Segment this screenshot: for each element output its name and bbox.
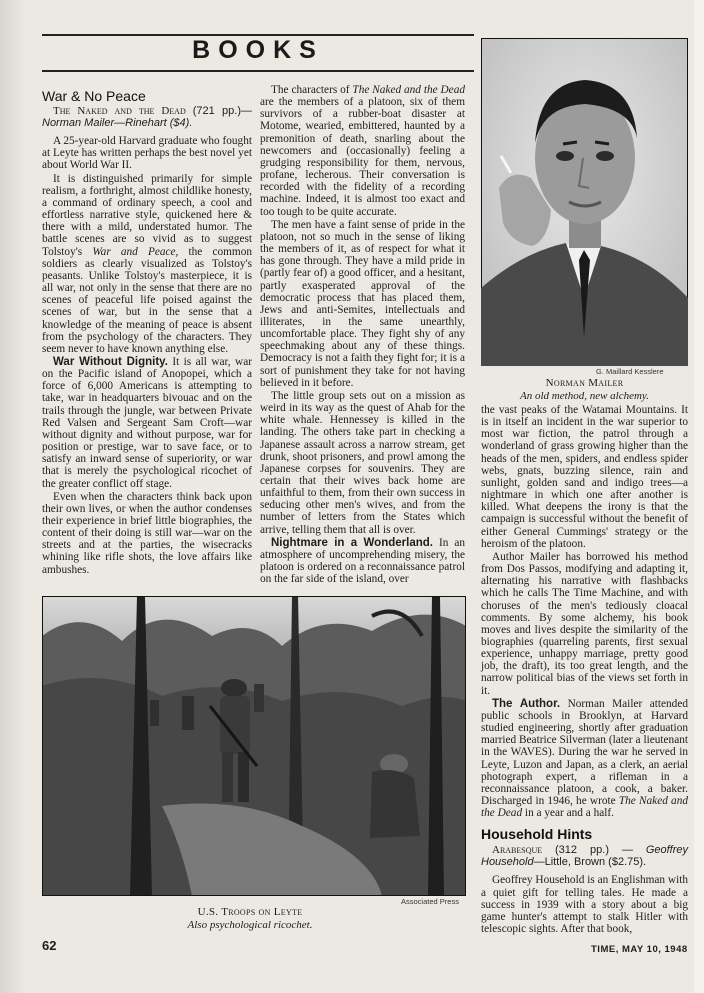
paragraph: The men have a faint sense of pride in the platoon, not so much in the sense of liking the members of it, as of respect for what it has gone through. They have a mild pride in (partly fear of) a good officer, and a hesitant, partly exasperated approval of the democratic process that has placed them, Jews and anti-Semites, intellectuals and illiterates, in the same unearthly, uncomfortable place. They fight shy of any speechmaking about any of these things. Democracy is not a faith they fight for; it is a sort of punishment they take for not having believed in it before. xyxy=(260,218,465,389)
page-gutter-shadow xyxy=(0,0,26,993)
caption-name: Norman Mailer xyxy=(545,377,624,389)
paragraph: A 25-year-old Harvard graduate who fought at Leyte has written perhaps the best novel yet about World War II. xyxy=(42,135,252,172)
author-publisher: Geoffrey Household— xyxy=(481,844,688,869)
page-right-edge xyxy=(694,0,704,993)
paragraph: Nightmare in a Wonderland. In an atmosphere of uncomprehending misery, the platoon is ordered on a reconnaissance patrol on the far side of the island, over xyxy=(260,536,465,586)
column-2 xyxy=(260,84,465,585)
book-meta: (312 pp.) — xyxy=(554,844,634,857)
portrait-caption xyxy=(481,377,688,402)
review-heading: War & No Peace xyxy=(42,88,146,104)
book-title: Arabesque xyxy=(492,844,543,857)
subheading: War Without Dignity. xyxy=(53,355,168,368)
author-publisher: Norman Mailer—Rinehart ($4). xyxy=(42,117,193,130)
column-1 xyxy=(42,90,252,576)
review-heading: Household Hints xyxy=(481,826,593,843)
troops-image xyxy=(42,596,466,896)
paragraph: The little group sets out on a mission as weird in its way as the quest of Ahab for the white whale. Hennessey is killed in the landing. The others take part in checking a Japanese assault across a narrow stream, get drunk, shoot prisoners, and prowl among the Japanese corpses for souvenirs. They are certain that their wives back home are unfaithful to them, from their own success in seducing other men's wives, and from the number of letters from the States which arrive, telling them that all is over. xyxy=(260,389,465,536)
paragraph: Geoffrey Household is an Englishman with a quiet gift for telling tales. He made a success in 1939 with a story about a big game hunter's attempt to stalk Hitler with telescopic sights. After that book, xyxy=(481,874,688,936)
paragraph: War Without Dignity. It is all war, war on the Pacific island of Anopopei, which a force of 6,000 Americans is attempting to take, war in headquarters bivouac and on the trails through the jungle, war between Private Red Valsen and Sergeant Sam Croft—war without dignity and without purpose, war for position or prestige, war to save face, or to satisfy an inward sense of superiority, or war that is merely the psychological ricochet of the greater conflict off stage. xyxy=(42,355,252,490)
page-number: 62 xyxy=(42,938,57,953)
paragraph: the vast peaks of the Watamai Mountains. It is in itself an incident in the war superior to most war fiction, the patrol through a wonderland of grass growing higher than the heads of the men, spiders, and endless spider webs, gnats, buzzing silence, rain and sunlight, golden sand and indigo trees—a nightmare in which one after another is killed. What deepens the irony is that the campaign is successful without the benefit of either General Cummings' strategy or the heroism of the platoon. xyxy=(481,404,688,550)
portrait-credit: G. Maillard Kesslere xyxy=(596,367,664,376)
paragraph: The Author. Norman Mailer attended public schools in Brooklyn, at Harvard studied engineering, shortly after graduation married Beatrice Silverman (later a lieutenant in the WAVES). During the war he served in Leyte, Luzon and Japan, as a clerk, an aerial photograph expert, a rifleman in a reconnaissance platoon, a cook, a baker. Discharged in 1946, he wrote The Naked and the Dead in a year and a half. xyxy=(481,697,688,820)
subheading: The Author. xyxy=(492,697,561,710)
book-meta: (721 pp.)— xyxy=(192,105,252,118)
paragraph: Even when the characters think back upon their own lives, or when the author condenses their experience in brief little biographies, the content of their doing is still war—war on the streets and at the parties, the wisecracks whining like rifle shots, the love affairs like ambushes. xyxy=(42,490,252,576)
paragraph: The characters of The Naked and the Dead are the members of a platoon, six of them survivors of a rubber-boat disaster at Motome, wearied, embittered, haunted by a premonition of death, snarling about the newcomers and (occasionally) feeling a grudging responsibility for them, nervous, profane, lecherous. Their conversation is recorded with the fidelity of a recording machine. Indeed, it is almost too exact and too tough to be quite accurate. xyxy=(260,84,465,218)
section-title: BOOKS xyxy=(192,36,324,64)
column-3 xyxy=(481,404,688,935)
book-citation xyxy=(42,105,252,129)
issue-date: TIME, MAY 10, 1948 xyxy=(591,944,688,955)
troops-caption xyxy=(150,906,350,931)
caption-text: Also psychological ricochet. xyxy=(187,918,313,931)
portrait-image xyxy=(481,38,688,366)
troops-photo-credit: Associated Press xyxy=(401,897,459,906)
section-rule-bottom xyxy=(42,70,474,72)
paragraph: Author Mailer has borrowed his method from Dos Passos, modifying and adapting it, alternating his narrative with flashbacks which he calls The Time Machine, and with choruses of the men's tediously cloacal comments. By some alchemy, his book moves and lives despite the similarity of the biographies (quarreling parents, first sexual experience, unhappy marriage, pretty good job, the draft), its too great length, and the narrow political bias of the views set forth in it. xyxy=(481,550,688,697)
paragraph: It is distinguished primarily for simple realism, a forthright, almost childlike honesty, a command of ordinary speech, a cool and effortless narrative style, quickened here & there with a mild, understated humor. The battle scenes are so vivid as to suggest Tolstoy's War and Peace, the common soldiers as clearly visualized as Tolstoy's peasants. Unlike Tolstoy's masterpiece, it is all war, not only in the sense that there are no scenes of peaceful life poised against the scenes of war, but in the sense that a knowledge of the meaning of peace is absent from the psychology of the characters. They seem never to have known anything else. xyxy=(42,172,252,355)
subheading: Nightmare in a Wonderland. xyxy=(271,536,433,549)
caption-text: An old method, new alchemy. xyxy=(520,389,649,402)
book-citation: Arabesque (312 pp.) — Geoffrey Household—Little, Brown ($2.75). xyxy=(481,844,688,869)
troops-photo xyxy=(42,596,466,896)
author-portrait-photo xyxy=(481,38,688,366)
book-title: The Naked and the Dead xyxy=(53,105,186,118)
caption-name: U.S. Troops on Leyte xyxy=(197,906,303,918)
